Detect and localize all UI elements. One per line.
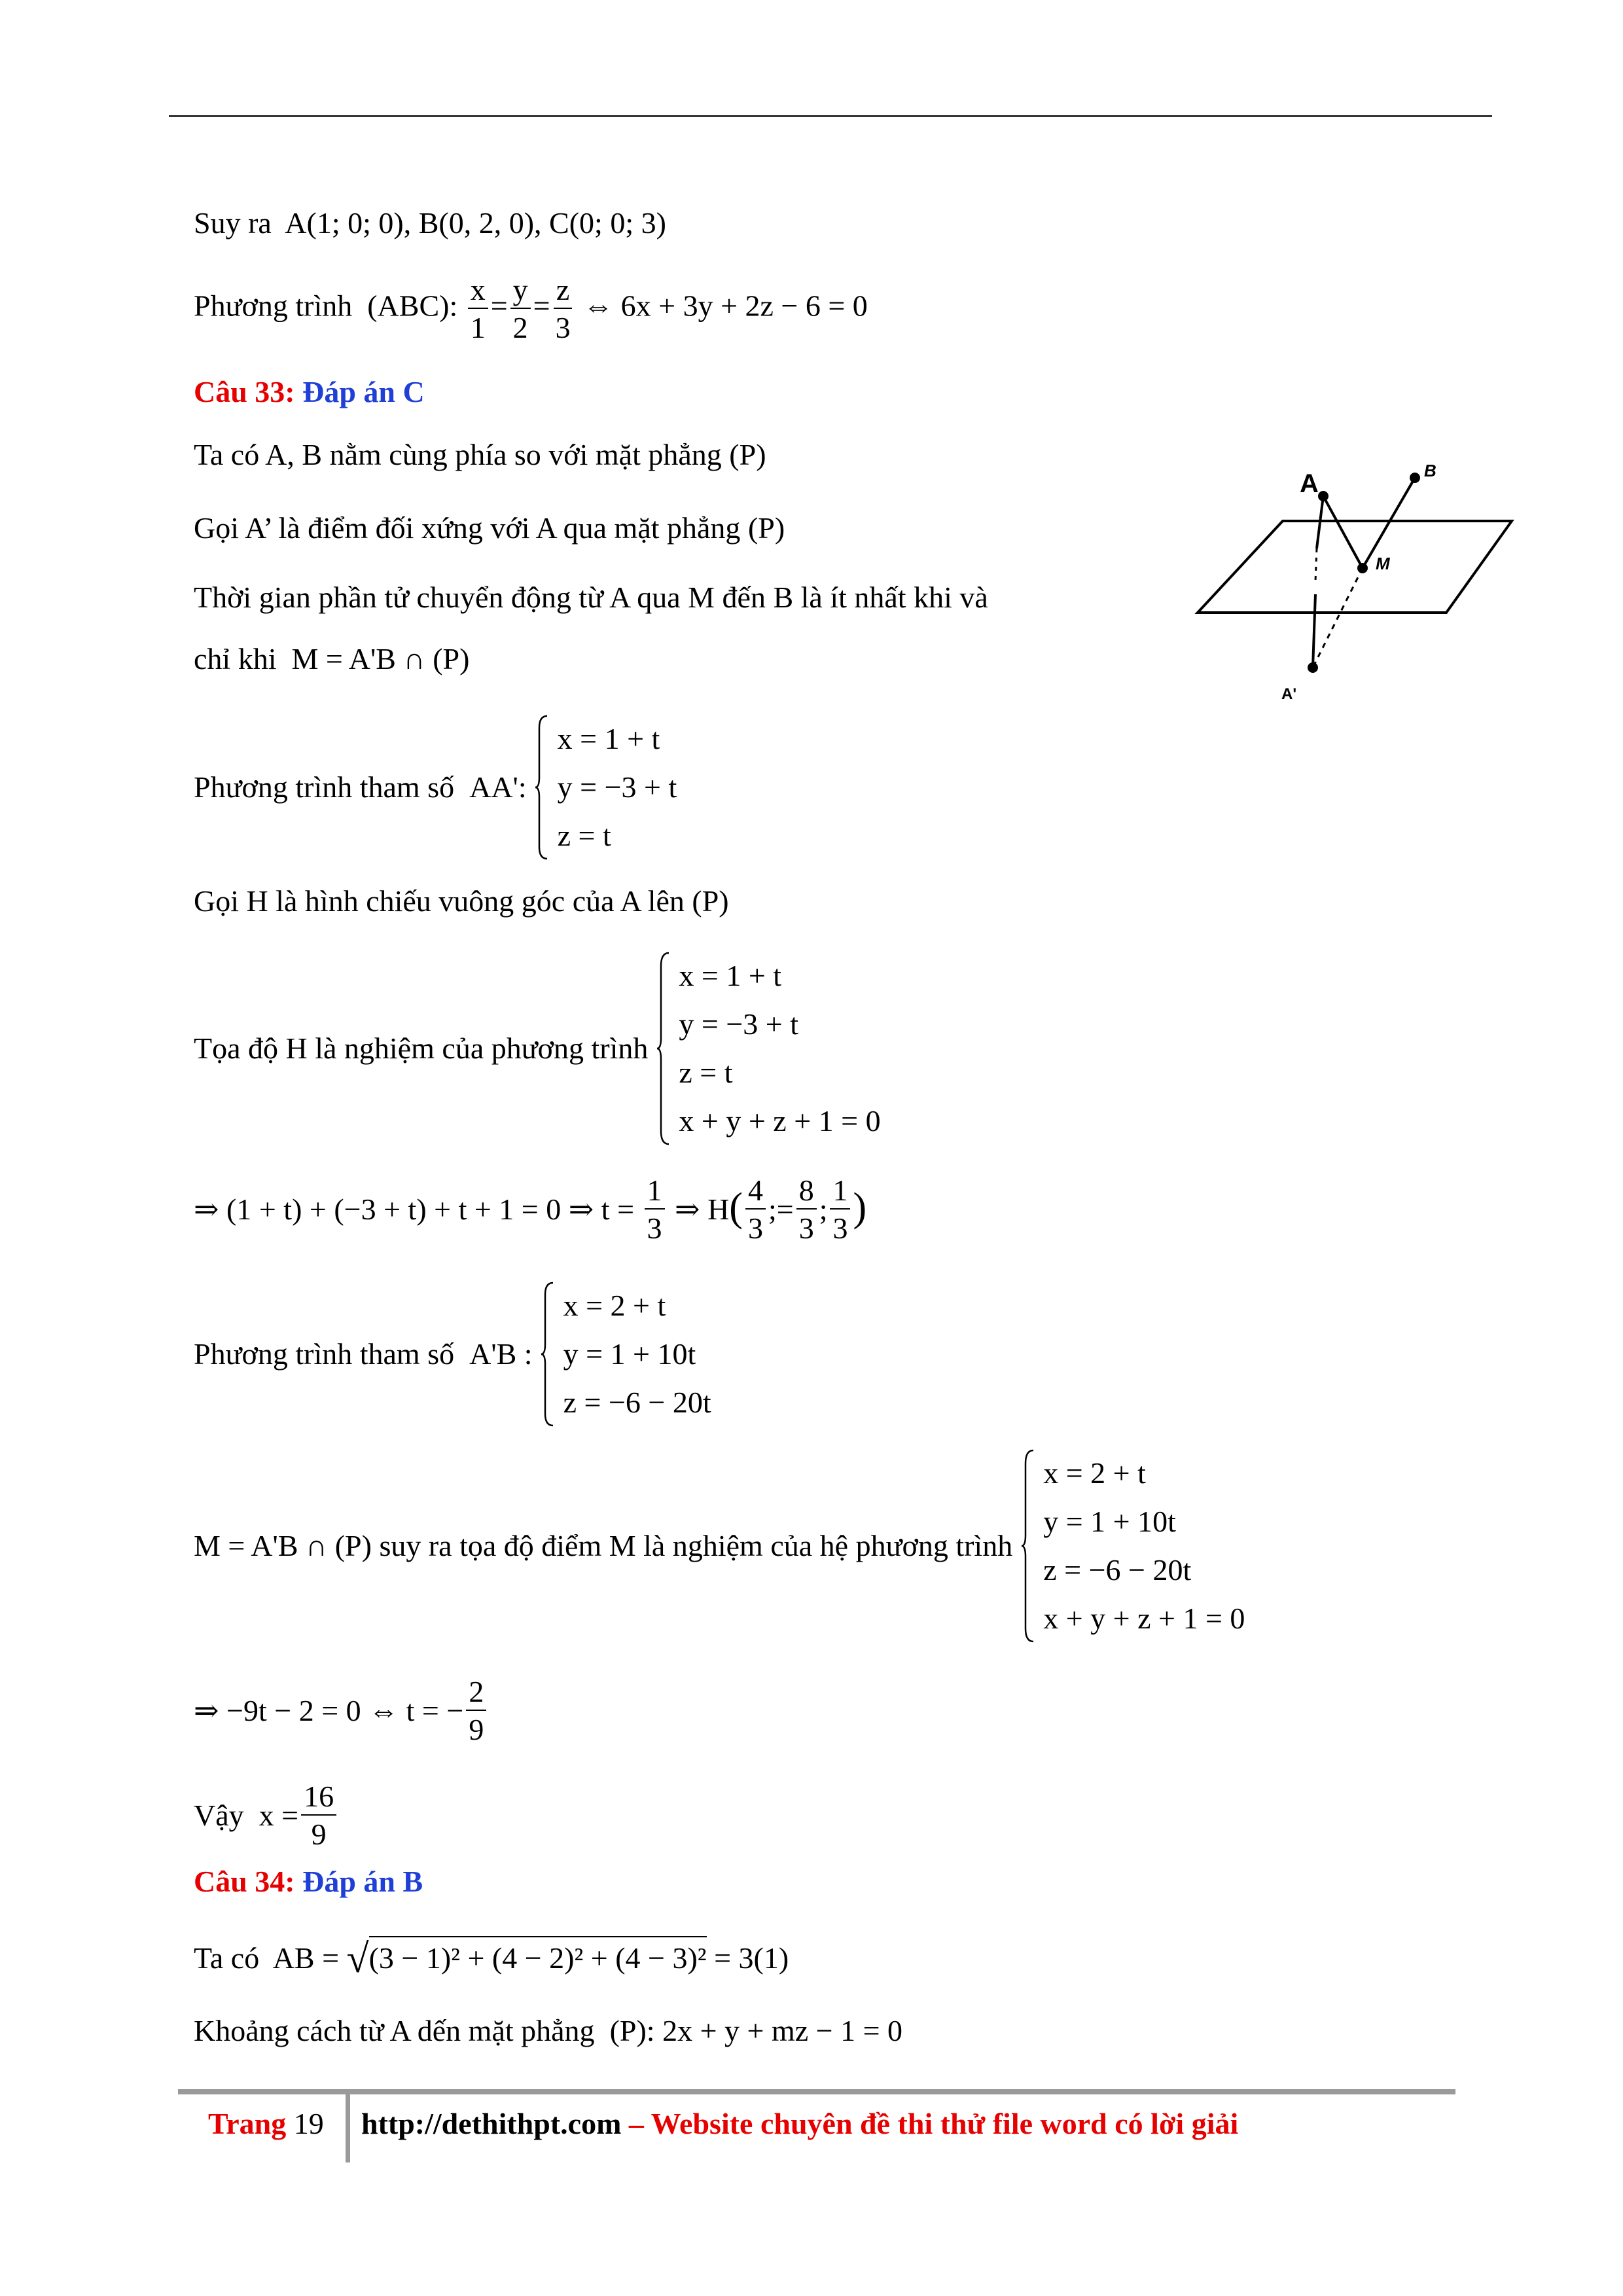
question-label: Câu 33: (194, 375, 295, 408)
radicand: (3 − 1)² + (4 − 2)² + (4 − 3)² (369, 1936, 707, 1975)
line-9 (194, 1282, 711, 1427)
text: chỉ khi (194, 642, 277, 675)
label-m: M (1376, 554, 1390, 573)
math: A(1; 0; 0), B(0, 2, 0), C(0; 0; 3) (285, 206, 666, 240)
line-6 (194, 886, 729, 916)
line-2 (194, 513, 785, 543)
text: suy ra tọa độ điểm M là nghiệm của hệ phương trình (379, 1529, 1013, 1562)
plane-p (1198, 521, 1512, 613)
math: ⇒ H (675, 1193, 730, 1226)
line-13 (194, 1935, 789, 1981)
geometry-figure (1185, 450, 1531, 712)
math: (ABC): (367, 289, 458, 323)
math: (P) (729, 438, 766, 471)
text: Ta có A, B nằm cùng phía so với mặt phẳng (194, 438, 722, 471)
text: Phương trình tham số (194, 1337, 455, 1371)
math: A'B : (469, 1337, 533, 1371)
line-1 (194, 440, 766, 470)
math: ⇒ (1 + t) + (−3 + t) + t + 1 = 0 ⇒ t = (194, 1193, 635, 1226)
segment-to-a-prime (1313, 594, 1315, 668)
line-5 (194, 715, 677, 860)
math: (P) (692, 884, 729, 918)
math: ⇒ −9t − 2 = 0 ⇔ t = − (194, 1694, 464, 1727)
text: Phương trình (194, 289, 353, 323)
fraction: $\frac{y}{2}$ (510, 275, 531, 343)
point-a-prime (1308, 662, 1318, 673)
label-a: A (1300, 469, 1319, 498)
fraction: $\frac{1}{3}$ (830, 1175, 850, 1244)
fraction: $\frac{4}{3}$ (745, 1175, 766, 1244)
fraction: $\frac{1}{3}$ (645, 1175, 665, 1244)
page-label: Trang (208, 2107, 287, 2140)
math: = 3(1) (714, 1941, 789, 1975)
text: Ta có (194, 1941, 260, 1975)
math: AB = (272, 1941, 340, 1975)
sqrt-icon: √ (346, 1937, 369, 1981)
footer-divider (346, 2092, 350, 2162)
text: Gọi A’ là điểm đối xứng với A qua mặt phẳng (194, 511, 741, 545)
math: M = A'B ∩ (P) (291, 642, 470, 675)
page-number: 19 (293, 2107, 324, 2140)
footer-link (361, 2109, 1238, 2139)
line-10 (194, 1449, 1245, 1643)
fraction: $\frac{2}{9}$ (466, 1677, 486, 1745)
system-ab: x = 2 + t y = 1 + 10t z = −6 − 20t (563, 1289, 711, 1419)
math: x = (259, 1799, 299, 1832)
text: Vậy (194, 1799, 244, 1832)
text: Khoảng cách từ A dến mặt phẳng (194, 2014, 595, 2047)
point-b (1410, 473, 1420, 483)
brace (540, 1282, 556, 1427)
answer-label: Đáp án C (302, 375, 425, 408)
point-m (1357, 563, 1368, 573)
line-4 (194, 644, 469, 674)
brace (1020, 1449, 1036, 1643)
footer-url-link[interactable]: http://dethithpt.com (361, 2107, 622, 2140)
brace (534, 715, 550, 860)
line-7 (194, 952, 881, 1145)
footer-rule (178, 2089, 1455, 2094)
text: Phương trình tham số (194, 770, 455, 804)
line-8: ⇒ (1 + t) + (−3 + t) + t + 1 = 0 ⇒ t = $\frac{1}{3}$ ⇒ H( $\frac{4}{3}$ ;= $\frac{8}{3}$ ; $\frac{1}{3}$ ) (194, 1174, 867, 1245)
point-a (1318, 491, 1329, 501)
segment-m-a-prime (1313, 568, 1363, 668)
label-a-prime: A' (1281, 685, 1297, 703)
question-label: Câu 34: (194, 1865, 295, 1898)
segment-a-m (1323, 496, 1363, 568)
line-11 (194, 1677, 489, 1745)
system-aa: x = 1 + t y = −3 + t z = t (557, 722, 677, 852)
system-h: x = 1 + t y = −3 + t z = t x + y + z + 1 = 0 (679, 959, 881, 1138)
fraction: $\frac{8}{3}$ (796, 1175, 817, 1244)
question-34-heading (194, 1867, 423, 1897)
footer-page (208, 2109, 324, 2139)
segment-hidden (1315, 548, 1317, 581)
system-m: x = 2 + t y = 1 + 10t z = −6 − 20t x + y + z + 1 = 0 (1043, 1456, 1245, 1635)
text: Thời gian phần tử chuyển động từ A qua M đến B là ít nhất khi và (194, 581, 988, 614)
math: (P) (747, 511, 785, 545)
answer-label: Đáp án B (302, 1865, 423, 1898)
question-33-heading (194, 377, 425, 407)
text: Gọi H là hình chiếu vuông góc của A lên (194, 884, 685, 918)
math: M = A'B ∩ (P) (194, 1529, 372, 1562)
line-12 (194, 1782, 339, 1850)
label-b: B (1424, 461, 1436, 480)
text: Tọa độ H là nghiệm của phương trình (194, 1031, 649, 1065)
math: (P): 2x + y + mz − 1 = 0 (609, 2014, 903, 2047)
fraction: $\frac{x}{1}$ (468, 275, 488, 343)
line-pt-abc: Phương trình (ABC): $\frac{x}{1}$ = $\frac{y}{2}$ = $\frac{z}{3}$ ⇔ 6x + 3y + 2z − 6 = 0 (194, 273, 868, 344)
footer-tagline: – Website chuyên đề thi thử file word có lời giải (621, 2107, 1239, 2140)
text: Suy ra (194, 206, 272, 240)
header-rule (169, 115, 1492, 117)
line-suy-ra (194, 208, 666, 238)
fraction: $\frac{z}{3}$ (553, 275, 573, 343)
line-3 (194, 583, 988, 613)
brace (656, 952, 671, 1145)
math: ⇔ 6x + 3y + 2z − 6 = 0 (583, 289, 868, 323)
math: AA': (469, 770, 527, 804)
line-14 (194, 2016, 902, 2046)
fraction: $\frac{16}{9}$ (301, 1782, 336, 1850)
